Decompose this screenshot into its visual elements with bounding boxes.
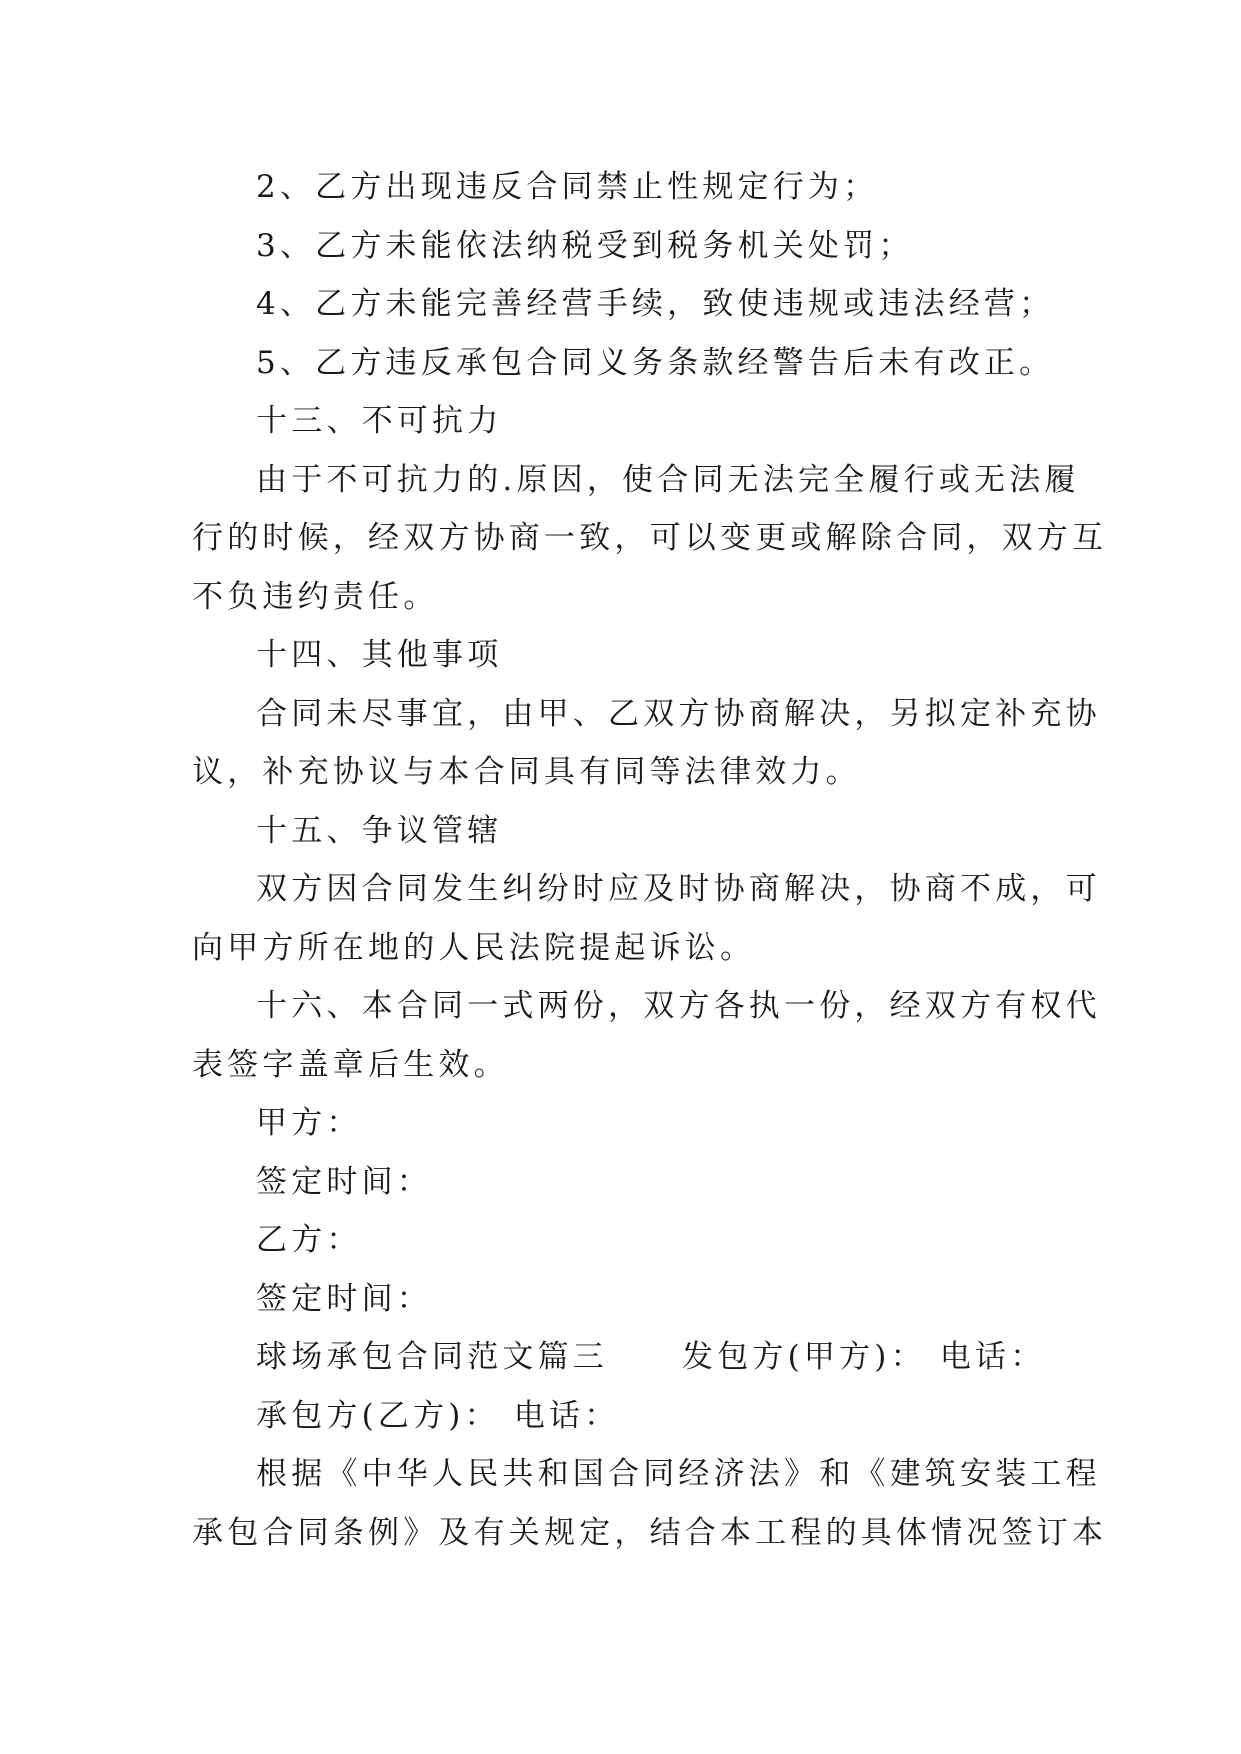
party-b-sign-date-label: 签定时间：: [256, 1280, 432, 1317]
clause-item-2: 2、乙方出现违反合同禁止性规定行为；: [256, 169, 879, 205]
paragraph-basis-line-1: 根据《中华人民共和国合同经济法》和《建筑安装工程: [256, 1456, 1101, 1492]
section-heading-14: 十四、其他事项: [256, 637, 503, 673]
article-three-title: 球场承包合同范文篇三: [256, 1339, 608, 1375]
paragraph-force-majeure-line-1: 由于不可抗力的.原因，使合同无法完全履行或无法履: [256, 461, 1080, 498]
clause-item-3: 3、乙方未能依法纳税受到税务机关处罚；: [256, 227, 914, 264]
contractor-party-phone: 承包方(乙方)： 电话：: [256, 1397, 620, 1434]
paragraph-force-majeure-line-3: 不负违约责任。: [192, 578, 439, 615]
article-three-heading-line: [192, 1328, 1054, 1387]
paragraph-dispute-line-2: 向甲方所在地的人民法院提起诉讼。: [192, 929, 756, 966]
paragraph-other-matters-line-2: 议，补充协议与本合同具有同等法律效力。: [192, 754, 861, 790]
paragraph-other-matters-line-1: 合同未尽事宜，由甲、乙双方协商解决，另拟定补充协: [256, 695, 1101, 732]
paragraph-copies-line-1: 十六、本合同一式两份，双方各执一份，经双方有权代: [256, 988, 1101, 1024]
paragraph-dispute-line-1: 双方因合同发生纠纷时应及时协商解决，协商不成，可: [256, 871, 1101, 907]
clause-item-5: 5、乙方违反承包合同义务条款经警告后未有改正。: [256, 344, 1055, 381]
section-heading-13: 十三、不可抗力: [256, 403, 503, 439]
paragraph-basis-line-2: 承包合同条例》及有关规定，结合本工程的具体情况签订本: [192, 1514, 1108, 1551]
clause-item-4: 4、乙方未能完善经营手续，致使违规或违法经营；: [256, 286, 1055, 322]
party-b-label: 乙方：: [256, 1222, 362, 1258]
contractor-employer-phone: 发包方(甲方)： 电话：: [682, 1339, 1046, 1375]
party-a-label: 甲方：: [256, 1105, 362, 1141]
paragraph-copies-line-2: 表签字盖章后生效。: [192, 1046, 509, 1083]
paragraph-force-majeure-line-2: 行的时候，经双方协商一致，可以变更或解除合同，双方互: [192, 520, 1108, 556]
party-a-sign-date-label: 签定时间：: [256, 1163, 432, 1200]
section-heading-15: 十五、争议管辖: [256, 812, 503, 849]
document-body: [192, 158, 1108, 1562]
